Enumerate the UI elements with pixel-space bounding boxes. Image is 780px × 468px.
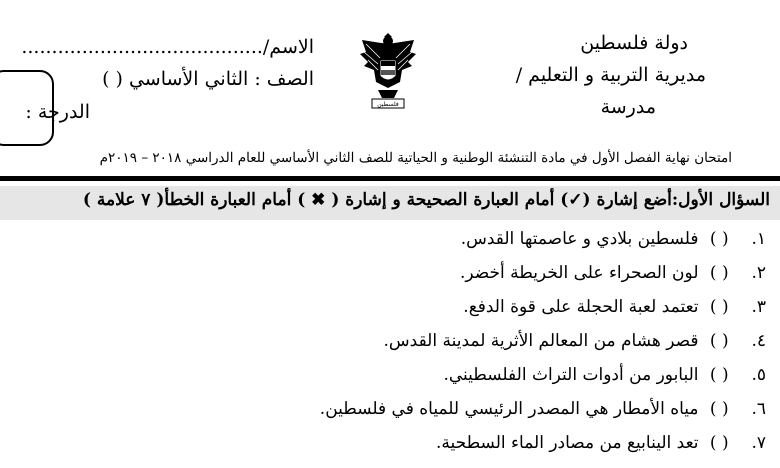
list-item (436, 433, 766, 453)
question-heading: السؤال الأول:أضع إشارة (✓) أمام العبارة الصحيحة و إشارة ( ✖ ) أمام العبارة الخطأ( ٧ علامة ) (82, 190, 770, 210)
item-number: ٥. (751, 365, 766, 385)
item-text: لون الصحراء على الخريطة أخضر. (459, 263, 699, 283)
item-number: ٦. (751, 399, 766, 419)
answer-blank[interactable]: ( ) (709, 229, 729, 249)
answer-blank[interactable]: ( ) (709, 331, 729, 351)
list-item (320, 399, 766, 419)
list-item (463, 297, 766, 317)
list-item (383, 331, 766, 351)
list-item (460, 263, 766, 283)
grade-field: الصف : الثاني الأساسي ( ) (102, 68, 314, 90)
score-box (0, 70, 54, 146)
item-number: ٢. (751, 263, 766, 283)
name-field: الاسم/........................................ (21, 36, 314, 58)
item-text: البابور من أدوات التراث الفلسطيني. (443, 365, 699, 385)
item-text: مياه الأمطار هي المصدر الرئيسي للمياه في فلسطين. (319, 399, 699, 419)
directorate-label: مديرية التربية و التعليم / (515, 64, 706, 86)
item-text: تعد الينابيع من مصادر الماء السطحية. (435, 433, 699, 453)
score-label: الدرجة : (25, 101, 90, 123)
emblem-caption: فلسطين (377, 101, 399, 108)
answer-blank[interactable]: ( ) (709, 365, 729, 385)
item-number: ٤. (751, 331, 766, 351)
list-item (443, 365, 766, 385)
state-name: دولة فلسطين (580, 32, 688, 54)
item-number: ٧. (751, 433, 766, 453)
palestine-eagle-emblem-icon (356, 32, 420, 112)
divider (0, 176, 780, 181)
item-text: فلسطين بلادي و عاصمتها القدس. (460, 229, 699, 249)
answer-blank[interactable]: ( ) (709, 297, 729, 317)
item-number: ١. (751, 229, 766, 249)
school-label: مدرسة (600, 96, 656, 118)
item-number: ٣. (751, 297, 766, 317)
item-text: تعتمد لعبة الحجلة على قوة الدفع. (463, 297, 699, 317)
answer-blank[interactable]: ( ) (709, 263, 729, 283)
exam-title: امتحان نهاية الفصل الأول في مادة التنشئة الوطنية و الحياتية للصف الثاني الأساسي للعام الدراسي ٢٠١٨ – ٢٠١٩م (99, 150, 732, 166)
item-text: قصر هشام من المعالم الأثرية لمدينة القدس. (383, 331, 699, 351)
list-item (461, 229, 766, 249)
answer-blank[interactable]: ( ) (709, 399, 729, 419)
answer-blank[interactable]: ( ) (709, 433, 729, 453)
